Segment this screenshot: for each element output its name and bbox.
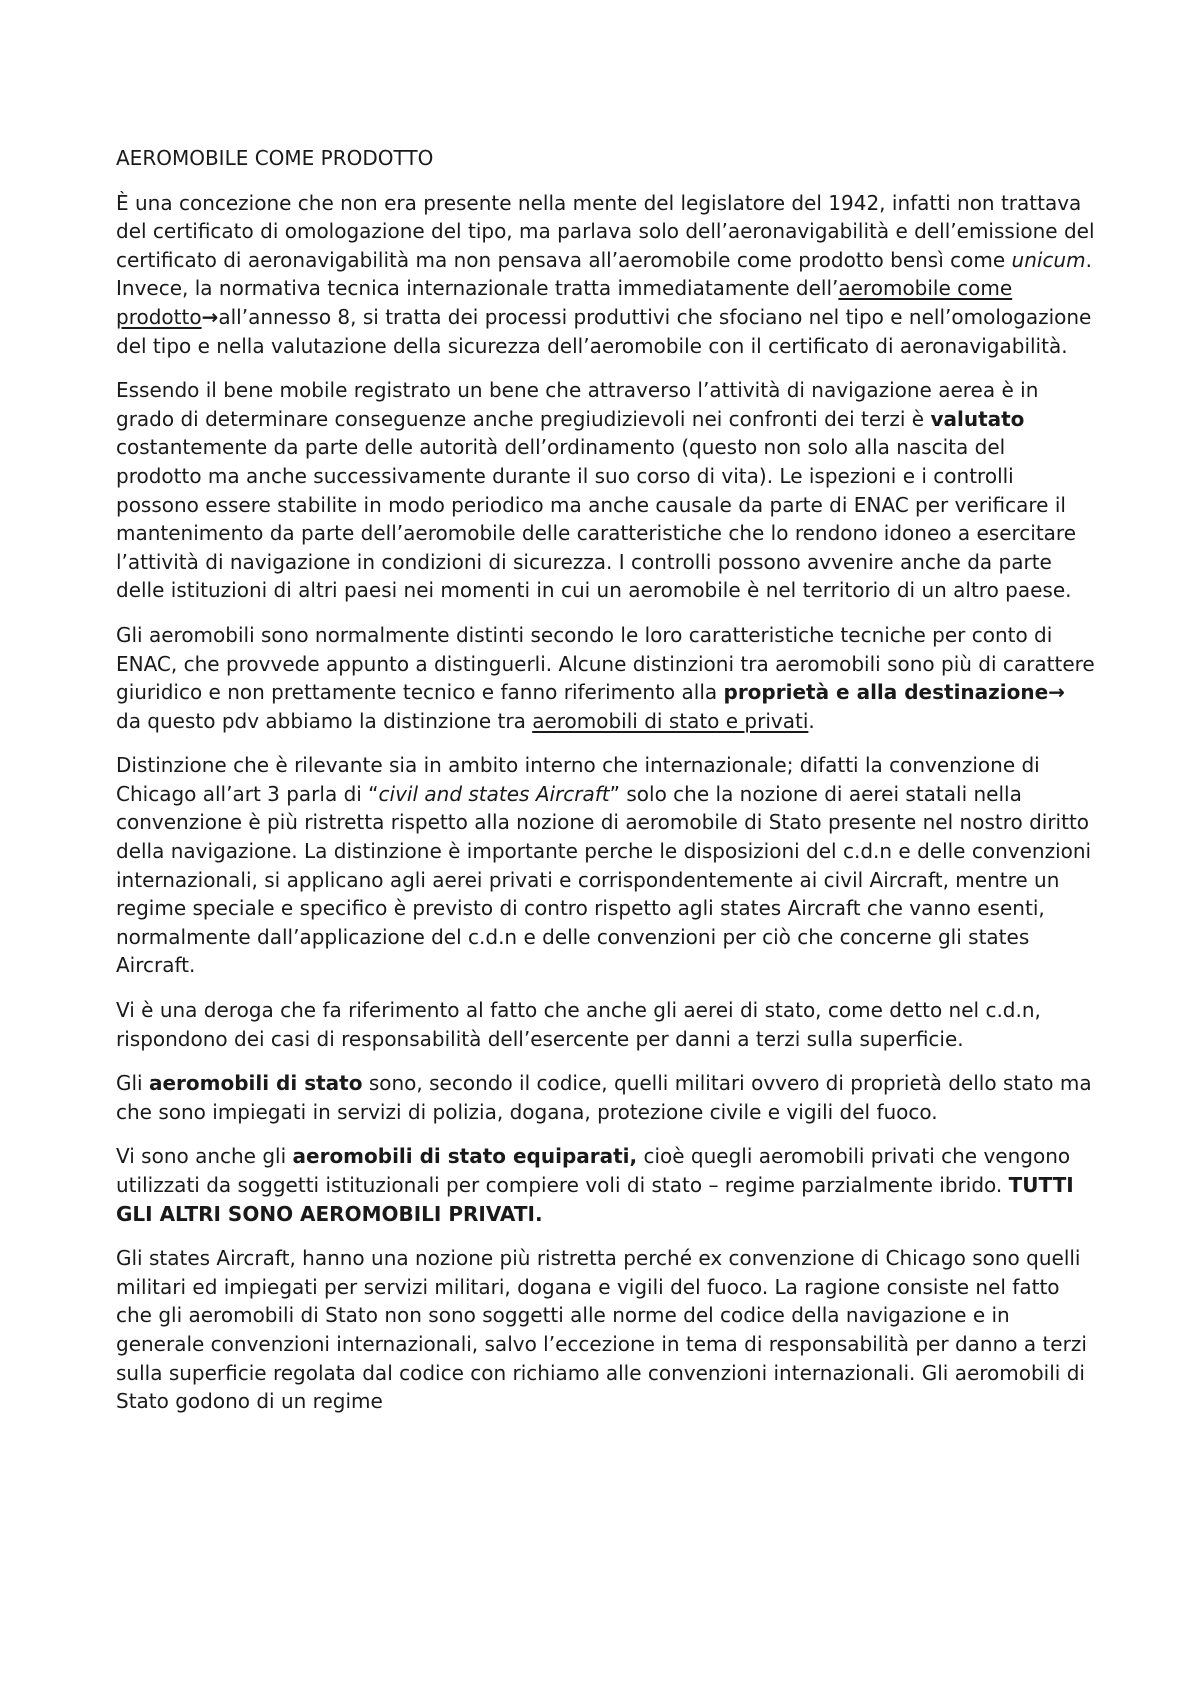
- paragraph-1: [116, 189, 1096, 361]
- civil-states-aircraft-italic: civil and states Aircraft: [378, 781, 610, 806]
- paragraph-8: [116, 1244, 1096, 1416]
- paragraph-5: [116, 996, 1096, 1053]
- right-arrow-icon: →: [1048, 680, 1065, 705]
- valutato-bold: valutato: [930, 406, 1025, 431]
- document-title: AEROMOBILE COME PRODOTTO: [116, 146, 434, 170]
- paragraph-4-text-a: Distinzione che è rilevante sia in ambito interno che internazionale; difatti la convenzione di Chicago all’art 3 parla di “: [116, 753, 1040, 806]
- paragraph-3: [116, 621, 1096, 735]
- aeromobili-equiparati-bold: aeromobili di stato equiparati,: [292, 1144, 638, 1169]
- paragraph-3-text-a: Gli aeromobili sono normalmente distinti secondo le loro caratteristiche tecniche per conto di ENAC, che provvede appunto a distinguerli. Alcune distinzioni tra aeromobili sono più di carattere giuridico e non prettamente tecnico e fanno riferimento alla: [116, 622, 1095, 705]
- paragraph-4-text-b: ” solo che la nozione di aerei statali nella convenzione è più ristretta rispetto alla nozione di aeromobile di Stato presente nel nostro diritto della navigazione. La distinzione è importante perche le disposizioni del c.d.n e delle convenzioni internazionali, si applicano agli aerei privati e corrispondentemente ai civil Aircraft, mentre un regime speciale e specifico è previsto di contro rispetto agli states Aircraft che vanno esenti, normalmente dall’applicazione del c.d.n e delle convenzioni per ciò che concerne gli states Aircraft.: [116, 781, 1092, 978]
- paragraph-1-text-b: . Invece, la normativa tecnica internazionale tratta immediatamente dell’: [116, 247, 1092, 301]
- paragraph-2-text-b: costantemente da parte delle autorità dell’ordinamento (questo non solo alla nascita del prodotto ma anche successivamente durante il suo corso di vita). Le ispezioni e i controlli possono essere stabilite in modo periodico ma anche causale da parte di ENAC per verificare il mantenimento da parte dell’aeromobile delle caratteristiche che lo rendono idoneo a esercitare l’attività di navigazione in condizioni di sicurezza. I controlli possono avvenire anche da parte delle istituzioni di altri paesi nei momenti in cui un aeromobile è nel territorio di un altro paese.: [116, 435, 1077, 603]
- aeromobili-di-stato-bold: aeromobili di stato: [148, 1071, 363, 1096]
- paragraph-3-text-c: .: [808, 708, 815, 733]
- paragraph-1-text-c: all’annesso 8, si tratta dei processi produttivi che sfociano nel tipo e nell’omologazione del tipo e nella valutazione della sicurezza dell’aeromobile con il certificato di aeronavigabilità.: [116, 304, 1092, 358]
- paragraph-7-text-b: cioè quegli aeromobili privati che vengono utilizzati da soggetti istituzionali per compiere voli di stato – regime parzialmente ibrido.: [116, 1144, 1071, 1197]
- paragraph-3-text-b: da questo pdv abbiamo la distinzione tra: [116, 708, 533, 733]
- paragraph-7: [116, 1142, 1096, 1228]
- proprieta-destinazione-bold: proprietà e alla destinazione: [723, 680, 1049, 705]
- aeromobile-come-prodotto-underlined: aeromobile come prodotto: [116, 276, 1013, 329]
- paragraph-1-text-a: È una concezione che non era presente nella mente del legislatore del 1942, infatti non trattava del certificato di omologazione del tipo, ma parlava solo dell’aeronavigabilità e dell’emissione del certificato di aeronavigabilità ma non pensava all’aeromobile come prodotto bensì come: [116, 190, 1095, 272]
- paragraph-8-text: Gli states Aircraft, hanno una nozione più ristretta perché ex convenzione di Chicago sono quelli militari ed impiegati per servizi militari, dogana e vigili del fuoco. La ragione consiste nel fatto che gli aeromobili di Stato non sono soggetti alle norme del codice della navigazione e in generale convenzioni internazionali, salvo l’eccezione in tema di responsabilità per danno a terzi sulla superficie regolata dal codice con richiamo alle convenzioni internazionali. Gli aeromobili di Stato godono di un regime: [116, 1246, 1087, 1414]
- paragraph-6-text-a: Gli: [116, 1071, 149, 1096]
- paragraph-6-text-b: sono, secondo il codice, quelli militari ovvero di proprietà dello stato ma che sono impiegati in servizi di polizia, dogana, protezione civile e vigili del fuoco.: [116, 1071, 1092, 1124]
- aeromobili-stato-privati-underlined: aeromobili di stato e privati: [532, 708, 809, 733]
- document-body: [116, 144, 1096, 1432]
- right-arrow-icon: →: [201, 304, 219, 329]
- paragraph-7-text-a: Vi sono anche gli: [116, 1144, 293, 1169]
- paragraph-2: [116, 376, 1096, 605]
- paragraph-5-text: Vi è una deroga che fa riferimento al fatto che anche gli aerei di stato, come detto nel c.d.n, rispondono dei casi di responsabilità dell’esercente per danni a terzi sulla superficie.: [116, 998, 1041, 1051]
- unicum-italic: unicum: [1011, 247, 1086, 272]
- paragraph-6: [116, 1069, 1096, 1126]
- tutti-gli-altri-bold: TUTTI GLI ALTRI SONO AEROMOBILI PRIVATI.: [116, 1173, 1074, 1226]
- paragraph-2-text-a: Essendo il bene mobile registrato un bene che attraverso l’attività di navigazione aerea è in grado di determinare conseguenze anche pregiudizievoli nei confronti dei terzi è: [116, 378, 1039, 431]
- paragraph-4: [116, 751, 1096, 980]
